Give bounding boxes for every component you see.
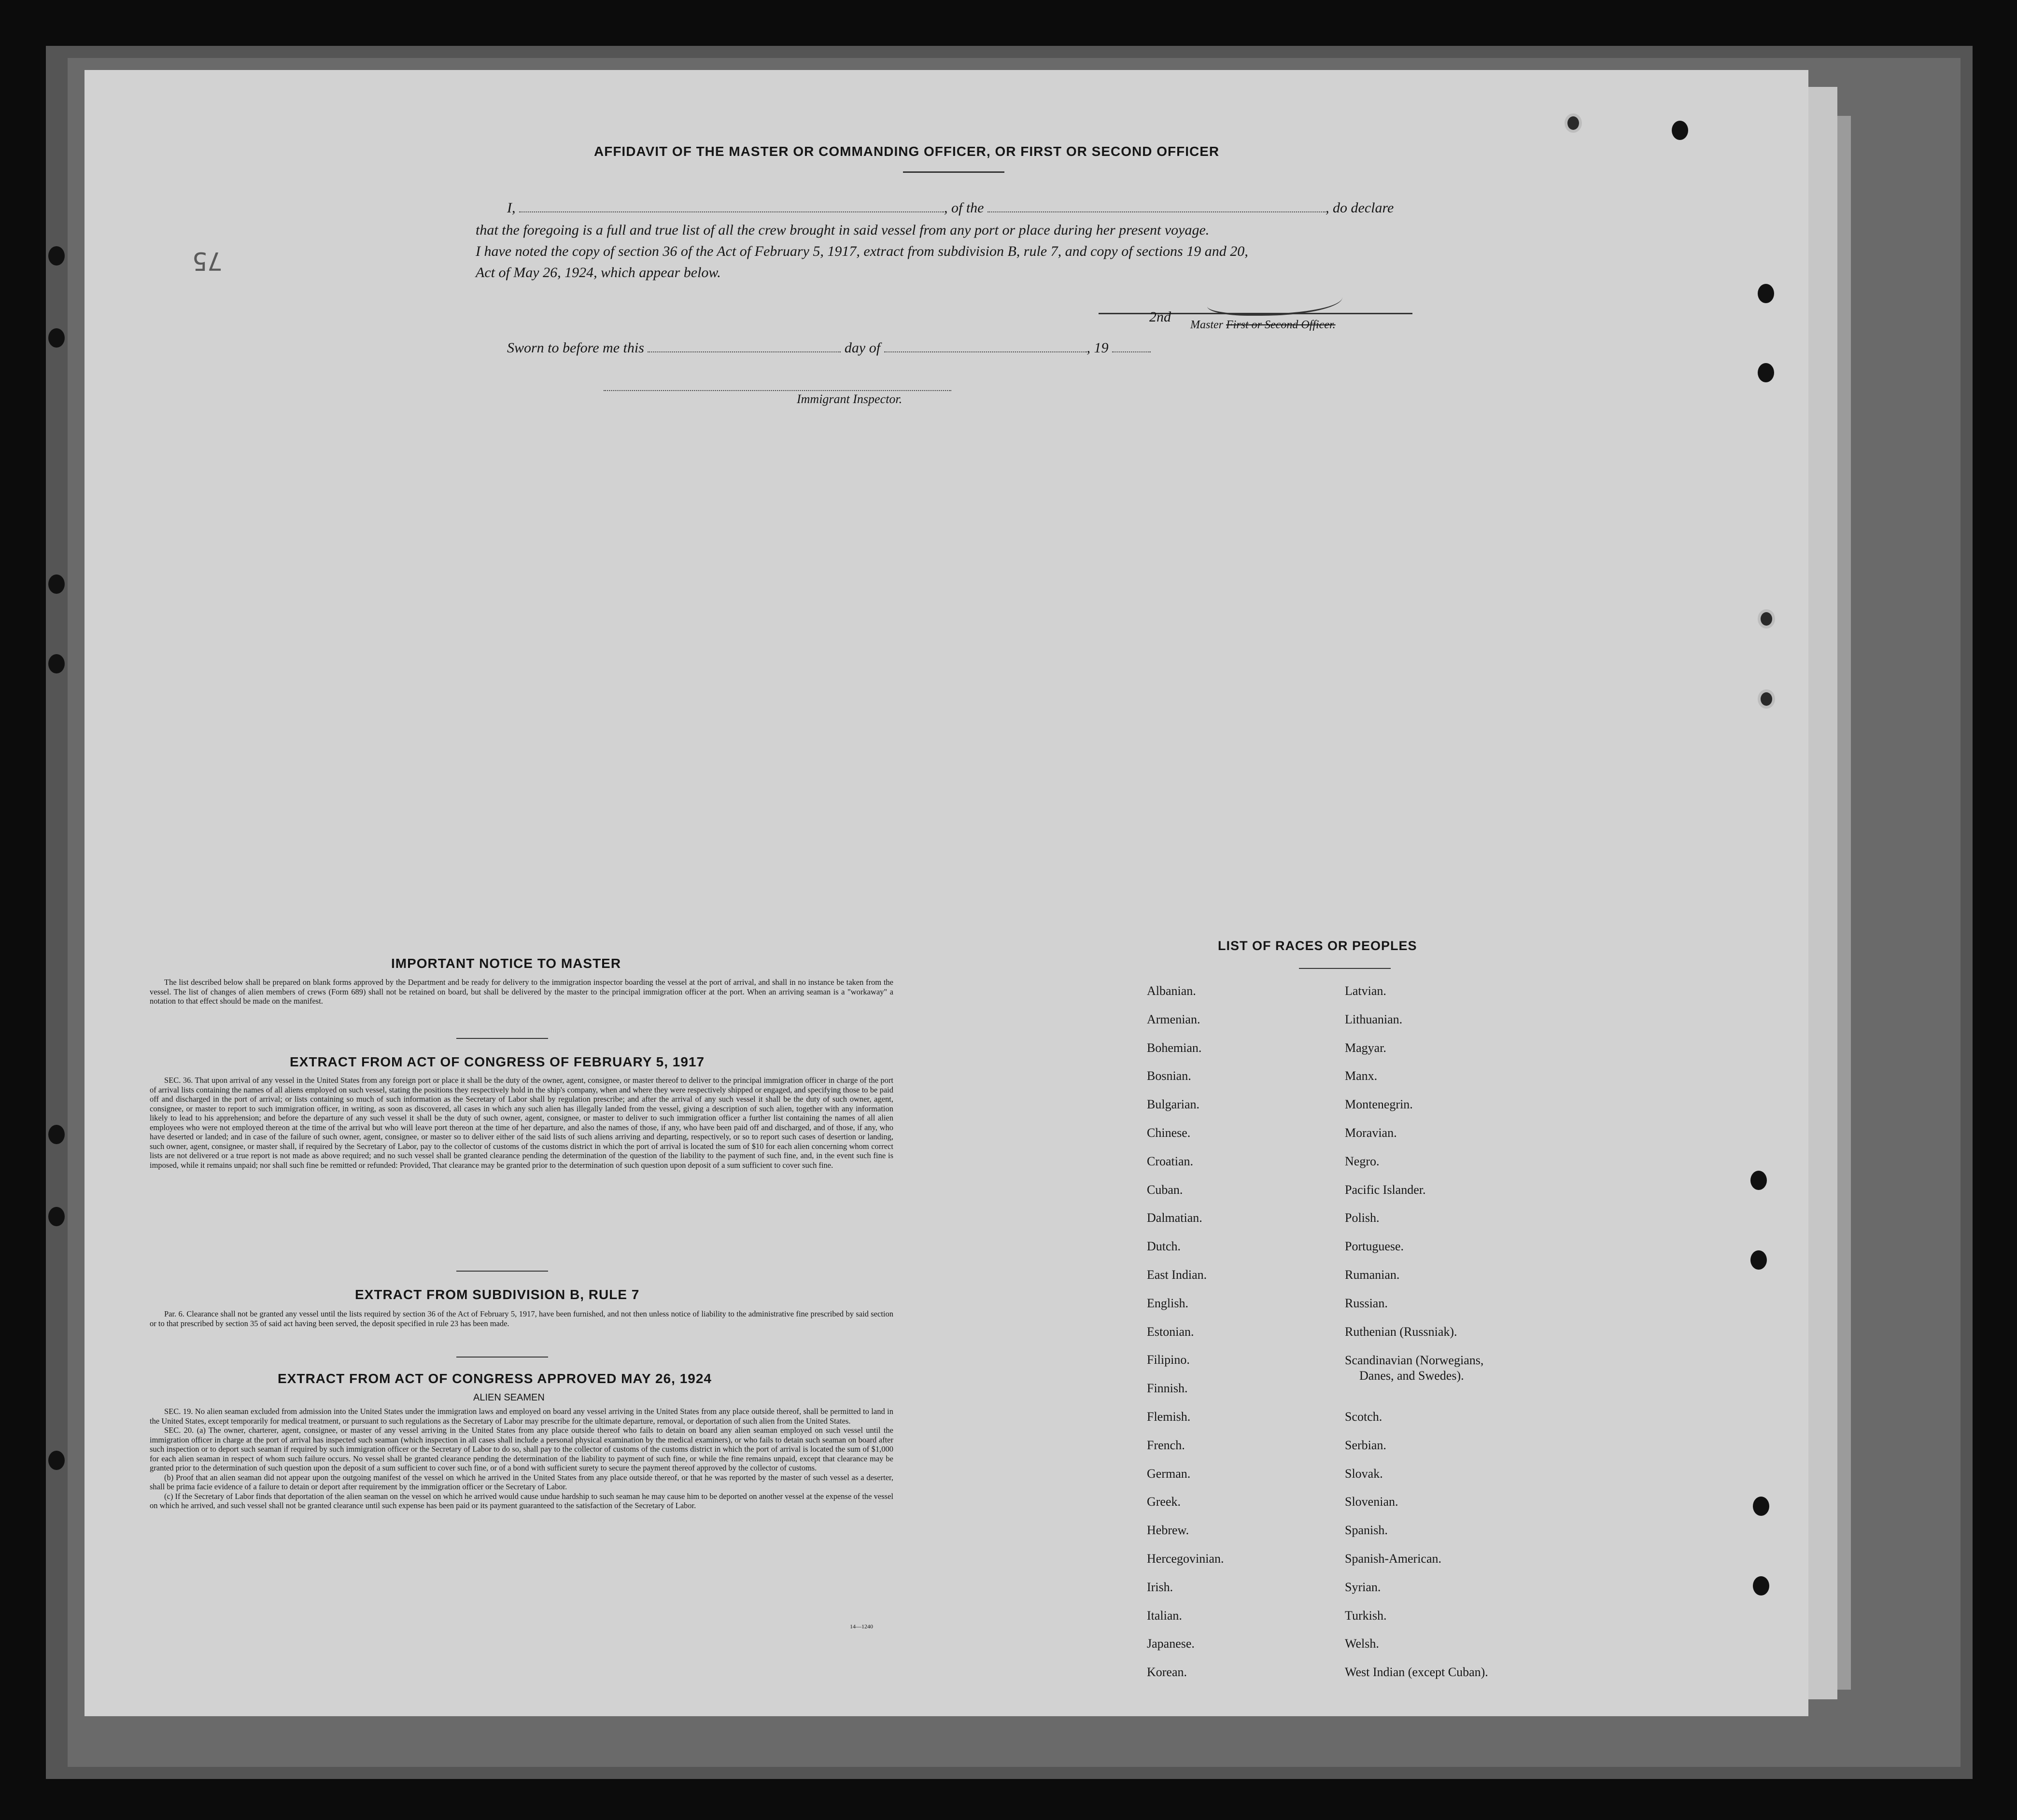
vessel-blank[interactable] [987, 200, 1326, 212]
binder-hole-icon [1750, 1250, 1767, 1270]
binder-hole-icon [1672, 121, 1688, 140]
race-item: West Indian (except Cuban). [1345, 1665, 1488, 1680]
title-rule [903, 171, 1004, 173]
inspector-caption: Immigrant Inspector. [797, 392, 903, 406]
sworn-line: Sworn to before me this day of , 19 [507, 338, 1151, 358]
extract-1917-title: EXTRACT FROM ACT OF CONGRESS OF FEBRUARY 5, 1917 [290, 1054, 705, 1069]
races-left-column [1147, 984, 1224, 1694]
race-item: Greek. [1147, 1495, 1181, 1509]
race-item: German. [1147, 1466, 1191, 1481]
race-item: Slovak. [1345, 1466, 1383, 1481]
affidavit-line-2: that the foregoing is a full and true list of all the crew brought in said vessel from any port or place during her present voyage. [476, 222, 1210, 238]
binder-hole-icon [1758, 609, 1775, 629]
race-item: Ruthenian (Russniak). [1345, 1324, 1457, 1339]
race-item: Hercegovinian. [1147, 1551, 1224, 1566]
inspector-line [604, 390, 951, 391]
race-item: Bulgarian. [1147, 1097, 1200, 1112]
affidavit-line-1: I, , of the , do declare [507, 200, 1394, 216]
section-rule [456, 1271, 548, 1272]
rule-7-title: EXTRACT FROM SUBDIVISION B, RULE 7 [355, 1287, 640, 1302]
race-item: Serbian. [1345, 1438, 1386, 1452]
race-item: Turkish. [1345, 1608, 1387, 1623]
race-item: Filipino. [1147, 1353, 1190, 1367]
binder-hole-icon [1753, 1497, 1769, 1516]
race-item: Moravian. [1345, 1125, 1397, 1140]
extract-1917-text: SEC. 36. That upon arrival of any vessel in the United States from any foreign port or place it shall be the duty of the owner, agent, consignee, or master thereof to deliver to the principal immigration officer in charge of the port of arrival lists containing the names of all aliens employed on such vessel, stating the positions they respectively hold in the ship's company, when and where they were respectively shipped or engaged, and specifying those to be paid off and discharged in the port of arrival; or lists containing so much of such information as the Secretary of Labor shall by regulation prescribe; and after the arrival of any such vessel it shall be the duty of such owner, agent, consignee, or master to report to such immigration officer, in writing, as soon as discovered, all cases in which any such alien has illegally landed from the vessel, giving a description of such alien, together with any information likely to lead to his apprehension; and before the departure of any such vessel it shall be the duty of such owner, agent, consignee, or master to deliver to such immigration officer a further list containing the names of all alien employees who were not employed thereon at the time of the arrival but who will leave port thereon at the time of her departure, and also the names of those, if any, who have been paid off and discharged, and of those, if any, who have deserted or landed; and in case of the failure of such owner, agent, consignee, or master so to deliver either of the said lists of such aliens arriving and departing, respectively, or so to report such cases of desertion or landing, such owner, agent, consignee, or master shall, if required by the Secretary of Labor, pay to the collector of customs of the customs district in which the port of arrival is located the sum of $10 for each alien concerning whom correct lists are not delivered or a true report is not made as above required; and no such vessel shall be granted clearance pending the determination of the question of the liability to the payment of such fine, and, in the event such fine is imposed, while it remains unpaid; nor shall such fine be remitted or refunded: Provided, That clearance may be granted prior to the determination of such question upon deposit of a sum sufficient to cover such fine. [150, 1076, 893, 1170]
binder-hole-icon [1758, 689, 1775, 709]
races-title: LIST OF RACES OR PEOPLES [1218, 938, 1417, 953]
signature-rank: 2nd [1149, 309, 1171, 325]
section-rule [456, 1038, 548, 1039]
race-item: Cuban. [1147, 1182, 1183, 1197]
name-blank[interactable] [519, 200, 944, 212]
binder-hole-icon [1758, 363, 1774, 382]
race-item: Spanish-American. [1345, 1551, 1442, 1566]
race-item: Portuguese. [1345, 1239, 1404, 1254]
sworn-year-blank[interactable] [1112, 340, 1151, 352]
race-item: Welsh. [1345, 1637, 1379, 1651]
page-edge-shadow [1837, 116, 1851, 1690]
race-item: Bohemian. [1147, 1040, 1202, 1055]
alien-seamen-subtitle: ALIEN SEAMEN [473, 1392, 545, 1403]
binder-hole-icon [48, 1125, 65, 1144]
race-item: Bosnian. [1147, 1069, 1191, 1083]
race-item: Scotch. [1345, 1409, 1382, 1424]
binder-hole-icon [48, 1451, 65, 1470]
section-rule [456, 1357, 548, 1358]
race-item: Armenian. [1147, 1012, 1200, 1026]
race-item: Scandinavian (Norwegians, Danes, and Swedes). [1345, 1353, 1484, 1383]
notice-title: IMPORTANT NOTICE TO MASTER [391, 956, 621, 971]
binder-hole-icon [1758, 284, 1774, 303]
page-edge [1808, 87, 1837, 1699]
race-item: Dutch. [1147, 1239, 1181, 1254]
race-item: Pacific Islander. [1345, 1182, 1426, 1197]
signature-caption: Master First or Second Officer. [1190, 319, 1336, 331]
binder-hole-icon [1750, 1171, 1767, 1190]
sworn-month-blank[interactable] [884, 340, 1087, 352]
binder-hole-icon [48, 246, 65, 266]
race-item: Flemish. [1147, 1409, 1191, 1424]
race-item: Irish. [1147, 1580, 1173, 1594]
race-item: Estonian. [1147, 1324, 1194, 1339]
race-item: Latvian. [1345, 984, 1386, 998]
extract-1924-text: SEC. 19. No alien seaman excluded from admission into the United States under the immigration laws and employed on board any vessel arriving in the United States from any place outside thereof, shall be permitted to land in the United States, except temporarily for medical treatment, or pursuant to such regulations as the Secretary of Labor may prescribe for the ultimate departure, removal, or deportation of such alien from the United States. SEC. 20. (a) The owner, charterer, agent, consignee, or master of any vessel arriving in the United States from any place outside thereof who fails to detain on board any alien seaman employed on such vessel until the immigration officer in charge at the port of arrival has inspected such seaman (which inspection in all cases shall include a personal physical examination by the medical examiners), or who fails to detain such seaman on board after such inspection or to deport such seaman if required by such immigration officer or the Secretary of Labor to do so, shall pay to the collector of customs of the customs district in which the port of arrival is located the sum of $1,000 for each alien seaman in respect of whom such failure occurs. No vessel shall be granted clearance pending the determination of the liability to payment of such fine, or while the fine remains unpaid, except that clearance may be granted prior to the determination of such question upon the deposit of a sum sufficient to cover such fine, or of a bond with sufficient surety to secure the payment thereof approved by the collector of customs. (b) Proof that an alien seaman did not appear upon the outgoing manifest of the vessel on which he arrived in the United States from any place outside thereof, or that he was reported by the master of such vessel as a deserter, shall be prima facie evidence of a failure to detain or deport after requirement by the immigration officer or the Secretary of Labor. (c) If the Secretary of Labor finds that deportation of the alien seaman on the vessel on which he arrived would cause undue hardship to such seaman he may cause him to be deported on another vessel at the expense of the vessel on which he arrived, and such vessel shall not be granted clearance until such expense has been paid or its payment guaranteed to the satisfaction of the Secretary of Labor. [150, 1407, 893, 1510]
race-item: Croatian. [1147, 1154, 1194, 1168]
binder-hole-icon [48, 1207, 65, 1226]
race-item: Manx. [1345, 1069, 1378, 1083]
binder-hole-icon [48, 654, 65, 673]
race-item: Negro. [1345, 1154, 1380, 1168]
binder-hole-icon [1565, 113, 1582, 133]
races-right-column [1345, 984, 1488, 1694]
race-item: Japanese. [1147, 1637, 1195, 1651]
race-item: East Indian. [1147, 1267, 1207, 1282]
affidavit-line-3: I have noted the copy of section 36 of the Act of February 5, 1917, extract from subdivision B, rule 7, and copy of sections 19 and 20, [476, 243, 1248, 259]
race-item: Spanish. [1345, 1523, 1388, 1538]
binder-hole-icon [1753, 1576, 1769, 1596]
race-item: Polish. [1345, 1211, 1380, 1225]
race-item: Lithuanian. [1345, 1012, 1403, 1026]
race-item: Albanian. [1147, 984, 1196, 998]
race-item: Montenegrin. [1345, 1097, 1413, 1112]
form-number: 14—1240 [850, 1623, 873, 1630]
race-item: Dalmatian. [1147, 1211, 1202, 1225]
affidavit-line-4: Act of May 26, 1924, which appear below. [476, 265, 721, 280]
race-item: Russian. [1345, 1296, 1388, 1310]
race-item: English. [1147, 1296, 1188, 1310]
notice-text: The list described below shall be prepared on blank forms approved by the Department and be ready for delivery to the immigration inspector boarding the vessel at the port of arrival, and shall in no instance be taken from the vessel. The list of changes of alien members of crews (Form 689) shall not be retained on board, but shall be delivered by the master to the principal immigration officer at the port. When an arriving seaman is a "workaway" a notation to that effect should be made on the manifest. [150, 978, 893, 1006]
rule-7-text: Par. 6. Clearance shall not be granted any vessel until the lists required by section 36 of the Act of February 5, 1917, have been furnished, and not then unless notice of liability to the administrative fine prescribed by said section or to that prescribed by section 35 of said act having been served, the deposit specified in rule 23 has been made. [150, 1309, 893, 1328]
race-item: Korean. [1147, 1665, 1187, 1680]
race-item: Rumanian. [1345, 1267, 1400, 1282]
races-rule [1299, 968, 1391, 969]
affidavit-title: AFFIDAVIT OF THE MASTER OR COMMANDING OFFICER, OR FIRST OR SECOND OFFICER [594, 144, 1220, 159]
race-item: French. [1147, 1438, 1185, 1452]
extract-1924-title: EXTRACT FROM ACT OF CONGRESS APPROVED MAY 26, 1924 [278, 1371, 712, 1386]
race-item: Syrian. [1345, 1580, 1381, 1594]
margin-number: 75 [192, 246, 223, 275]
race-item: Magyar. [1345, 1040, 1386, 1055]
race-item: Chinese. [1147, 1125, 1191, 1140]
race-item: Hebrew. [1147, 1523, 1189, 1538]
race-item: Finnish. [1147, 1381, 1188, 1396]
race-item: Italian. [1147, 1608, 1182, 1623]
race-item: Slovenian. [1345, 1495, 1398, 1509]
binder-hole-icon [48, 328, 65, 348]
sworn-day-blank[interactable] [648, 340, 841, 352]
binder-hole-icon [48, 574, 65, 594]
